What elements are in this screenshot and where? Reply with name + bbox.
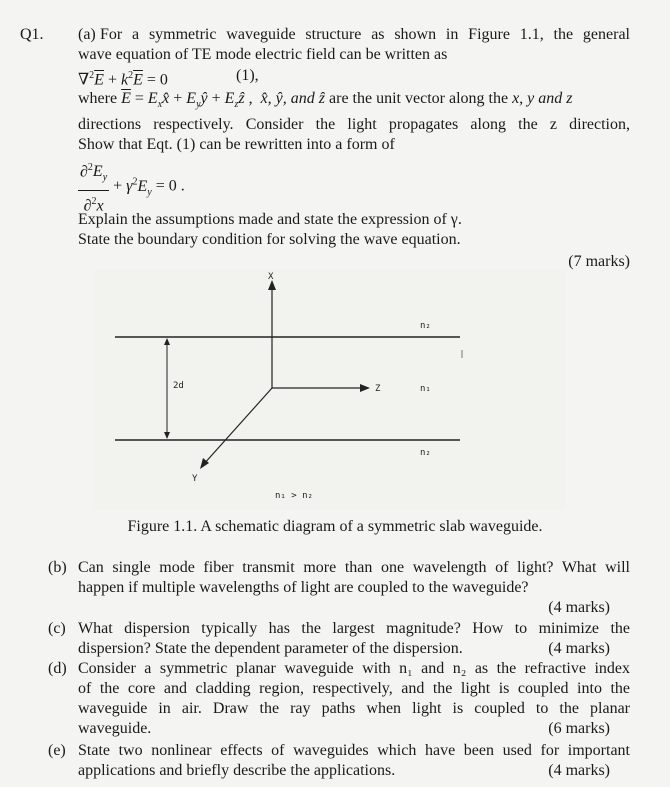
part-a-line-5: Show that Eqt. (1) can be rewritten into a form of: [78, 136, 395, 153]
part-c-label: (c): [48, 620, 66, 637]
part-a-label: (a): [78, 26, 96, 43]
part-d-line-3: waveguide in air. Draw the ray paths when light is coupled to the planar: [78, 700, 630, 717]
part-d-line-1: Consider a symmetric planar waveguide with n₁ and n₂ as the refractive index: [78, 660, 630, 677]
part-e-label: (e): [48, 742, 66, 759]
figure-background: [95, 270, 565, 510]
part-a-line-6: Explain the assumptions made and state the expression of γ.: [78, 211, 462, 228]
waveguide-figure: [95, 270, 565, 510]
thickness-label: 2d: [173, 381, 184, 391]
part-d-line-4: waveguide.: [78, 720, 152, 737]
part-a-line-2: wave equation of TE mode electric field can be written as: [78, 46, 448, 63]
n2-top-label: n₂: [420, 321, 431, 331]
part-a-line-1: For a symmetric waveguide structure as shown in Figure 1.1, the general: [100, 26, 630, 43]
x-axis-label: X: [268, 272, 274, 282]
figure-caption: Figure 1.1. A schematic diagram of a symmetric slab waveguide.: [127, 518, 543, 535]
where-line: [78, 89, 573, 115]
part-b-label: (b): [48, 559, 67, 576]
part-a-marks: (7 marks): [568, 253, 630, 270]
index-relation-label: n₁ > n₂: [275, 491, 313, 501]
part-e-line-1: State two nonlinear effects of waveguides which have been used for important: [78, 742, 630, 759]
part-a-line-7: State the boundary condition for solving the wave equation.: [78, 231, 461, 248]
part-d-label: (d): [48, 660, 67, 677]
equation-1: $\nabla^2\overline{E} + k^2\overline{E} = 0$: [78, 70, 168, 89]
where-word: where: [78, 90, 118, 107]
equation-2: $\frac{\partial^2E_y}{\partial^2x}$ + $\gamma^2E_y = 0$ .: [78, 158, 185, 216]
part-d-line-2: of the core and cladding region, respectively, and the light is coupled into the: [78, 680, 630, 697]
part-c-line-1: What dispersion typically has the largest magnitude? How to minimize the: [78, 620, 630, 637]
where-axes: x, y and z: [512, 90, 573, 107]
part-b-line-2: happen if multiple wavelengths of light are coupled to the waveguide?: [78, 579, 529, 596]
n2-bottom-label: n₂: [420, 448, 431, 458]
part-c-marks: (4 marks): [548, 640, 610, 657]
y-axis-label: Y: [192, 474, 198, 484]
where-rest: are the unit vector along the: [329, 90, 509, 107]
part-d-marks: (6 marks): [548, 720, 610, 737]
part-e-line-2: applications and briefly describe the applications.: [78, 762, 396, 779]
part-c-line-2: dispersion? State the dependent parameter of the dispersion.: [78, 640, 463, 657]
part-b-marks: (4 marks): [548, 599, 610, 616]
part-e-marks: (4 marks): [548, 762, 610, 779]
field-vector-definition: $\overline{E}$ = $E_xx̂$ + $E_yŷ$ + $E_zẑ$ , x̂, ŷ, and ẑ: [121, 90, 326, 111]
n1-core-label: n₁: [420, 384, 431, 394]
equation-1-tag: (1),: [236, 67, 259, 84]
question-number: Q1.: [20, 26, 44, 43]
part-b-line-1: Can single mode fiber transmit more than one wavelength of light? What will: [78, 559, 630, 576]
z-axis-label: Z: [375, 384, 381, 394]
part-a-line-4: directions respectively. Consider the light propagates along the z direction,: [78, 116, 630, 133]
